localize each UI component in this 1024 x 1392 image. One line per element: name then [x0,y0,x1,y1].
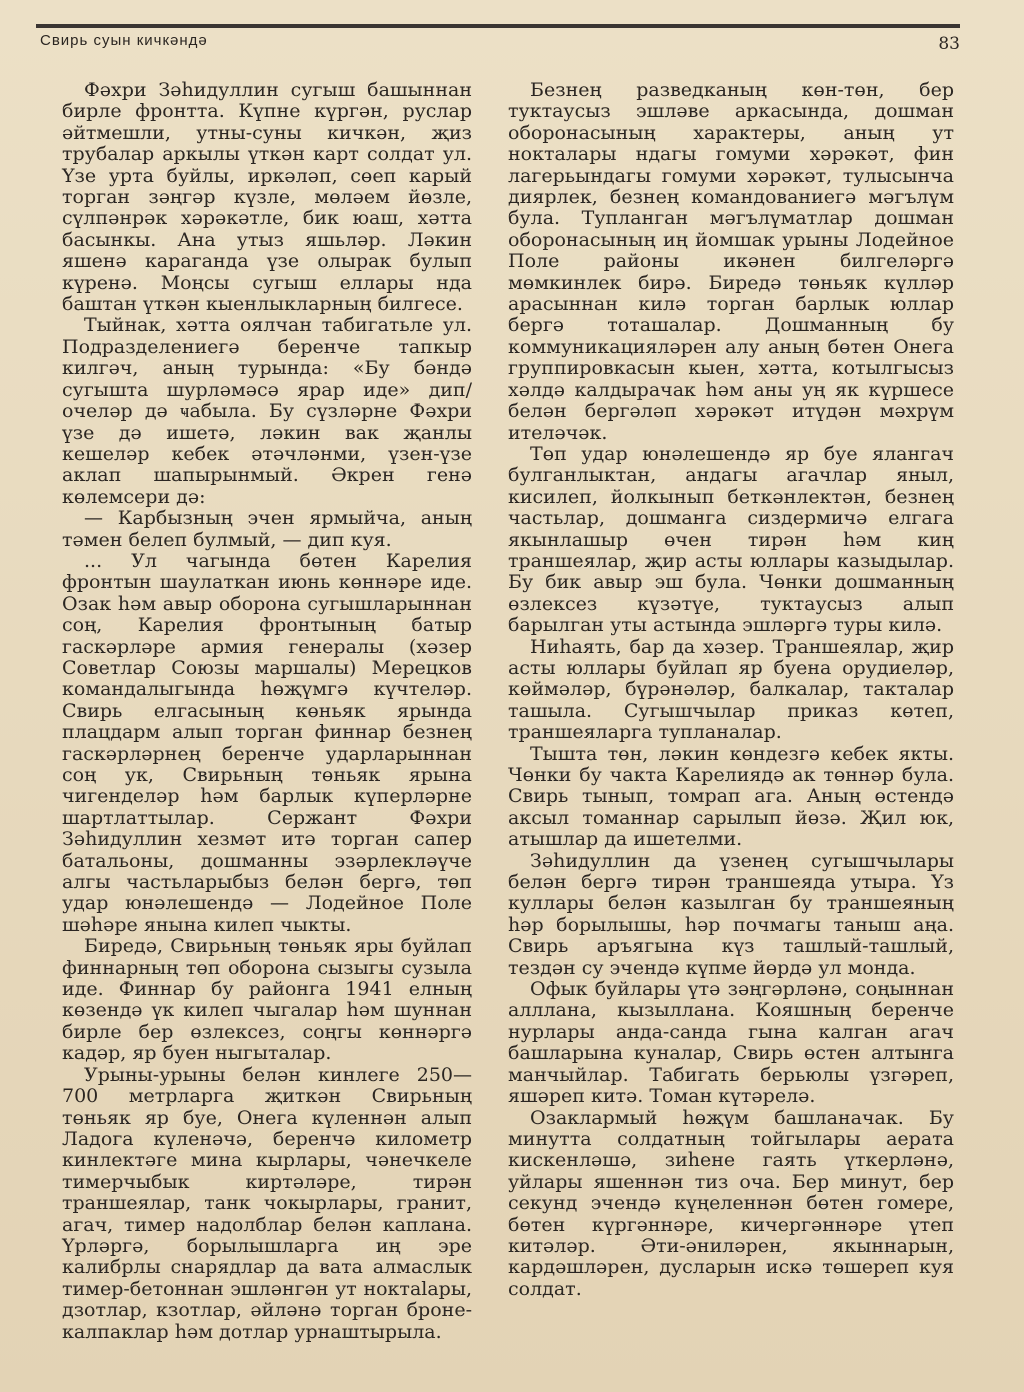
paragraph: — Карбызның эчен ярмыйча, аның тәмен белеп булмый, — дип куя. [62,507,472,551]
paragraph: Биредә, Свирьның төньяк яры буйлап финнарның төп оборона сызыгы сузыла иде. Финнар бу районга 1941 елның көзендә үк килеп чыгалар һәм шуннан бирле бер өзлексез, соңгы көннәргә кадәр, яр буен ныгыталар. [62,935,472,1065]
paragraph: Озаклармый һөҗүм башланачак. Бу минутта солдатның тойгылары аерата кискенләшә, зиһене гаять үткерләнә, уйлары яшеннән тиз оча. Бер минут, бер секунд эчендә күңеленнән бөтен гомере, бөтен күргәннәре, кичергәннәре үтеп китәләр. Әти-әниләрен, якыннарын, кардәшләрен, дусларын искә төшереп куя солдат. [508,1106,954,1300]
paragraph: Урыны-урыны белән кинлеге 250—700 метрларга җиткән Свирьның төньяк яр буе, Онега күленнән алып Ладога күленәчә, беренчә километр кинлектәге мина кырлары, чәнечкеле тимерчыбык киртәләре, тирән траншеялар, танк чокырлары, гранит, агач, тимер надолблар белән каплана. Үрләргә, борылышларга иң эре калибрлы снарядлар да вата алмаслык тимер-бетоннан эшләнгән ут ноктalары, дзотлар, кзотлар, әйләнә торган броне-калпаклар һәм дотлар урнаштырыла. [62,1063,472,1343]
paragraph: Ниһаять, бар да хәзер. Траншеялар, җир асты юллары буйлап яр буена орудиеләр, көймәләр, бүрәнәләр, балкалар, такталар ташыла. Сугышчылар приказ көтеп, траншеяларга тупланалар. [508,635,954,744]
running-title: Свирь суын кичкәндә [40,32,208,49]
right-column [508,80,954,1300]
left-column [62,80,472,1343]
paragraph: Тышта төн, ләкин көндезгә кебек якты. Чөнки бу чакта Карелиядә ак төннәр була. Свирь тынып, томрап ага. Аның өстендә аксыл томаннар сарылып йөзә. Җил юк, атышлар да ишетелми. [508,742,954,851]
paragraph: Зәһидуллин да үзенең сугышчылары белән бергә тирән траншеяда утыра. Үз куллары белән казылган бу траншеяның һәр борылышы, һәр почмагы таныш аңа. Свирь аръягына күз ташлый-ташлый, тездән су эчендә күпме йөрдә ул монда. [508,849,954,979]
paragraph: ... Ул чагында бөтен Карелия фронтын шаулаткан июнь көннәре иде. Озак һәм авыр оборона сугышларыннан соң, Карелия фронтының батыр гаскәрләре армия генералы (хәзер Советлар Союзы маршалы) Мерецков командалыгында һөҗүмгә күчтеләр. Свирь елгасының көньяк ярында плацдарм алып торган финнар безнең гаскәрләрнең беренче ударларыннан соң ук, Свирьның төньяк ярына чигенделәр һәм барлык күперләрне шартлаттылар. Сержант Фәхри Зәһидуллин хезмәт итә торган сапер батальоны, дошманны эзәрлекләүче алгы частьларыбыз белән бергә, төп удар юнәлешендә — Лодейное Поле шәһәре янына килеп чыкты. [62,549,472,936]
header-rule [36,24,960,28]
page-number: 83 [938,34,960,54]
paragraph: Фәхри Зәһидуллин сугыш башыннан бирле фронтта. Күпне күргән, руслар әйтмешли, утны-суны кичкән, җиз трубалар аркылы үткән карт солдат ул. Үзе урта буйлы, иркәләп, сөеп карый торган зәңгәр күзле, мөләем йөзле, сүлпәнрәк хәрәкәтле, бик юаш, хәтта басынкы. Ана утыз яшьләр. Ләкин яшенә караганда үзе олырак булып күренә. Моңсы сугыш еллары нда баштан үткән кыенлыкларның билгесе. [62,79,472,316]
paragraph: Офык буйлары үтә зәңгәрләнә, соңыннан алллана, кызыллана. Кояшның беренче нурлары анда-санда гына калган агач башларына куналар, Свирь өстен алтынга манчыйлар. Табигать берьюлы үзгәреп, яшәреп китә. Томан күтәрелә. [508,978,954,1108]
paragraph: Безнең разведканың көн-төн, бер туктаусыз эшләве аркасында, дошман оборонасының характеры, аның ут ноктaлары ндагы гомуми хәрәкәт, фин лагерьындагы гомуми хәрәкәт, тулысынча диярлек, безнең командованиегә мәгълүм була. Тупланган мәгълүматлар дошман оборонасының иң йомшак урыны Лодейное Поле районы икәнен билгеләргә мөмкинлек бирә. Биредә төньяк күлләр арасыннан килә торган барлык юллар бергә тоташалар. Дошманның бу коммуникацияләрен алу аның бөтен Онега группировкасын кыен, хәтта, котылгысыз хәлдә калдырачак һәм аны уң як күршесе белән бергәләп хәрәкәт итүдән мәхрүм ителәчәк. [508,79,954,444]
paragraph: Тыйнак, хәтта оялчан табигатьле ул. Подразделениегә беренче тапкыр килгәч, аның турында: «Бу бәндә сугышта шурләмәсә ярар иде» дип/очеләр дә ҹабыла. Бу сүзләрне Фәхри үзе дә ишетә, ләкин вак җанлы кешеләр кебек әтәчләнми, үзен-үзе аклап шапырынмый. Әкрен генә көлемсери дә: [62,314,472,508]
paragraph: Төп удар юнәлешендә яр буе ялангач булганлыктан, андагы агачлар яныл, кисилеп, йолкынып беткәнлектән, безнең частьлар, дошманга сиздермичә елгага якынлашыр өчен тирән һәм киң траншеялар, җир асты юллары казыдылар. Бу бик авыр эш була. Чөнки дошманның өзлексез күзәтүе, туктаусыз алып барылган уты астында эшләргә туры килә. [508,442,954,637]
